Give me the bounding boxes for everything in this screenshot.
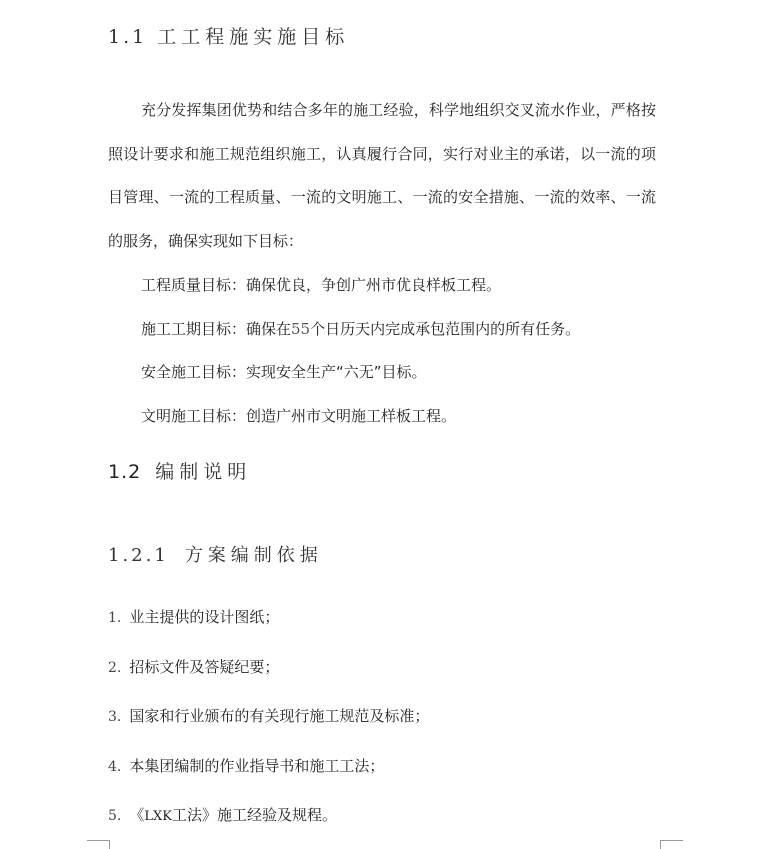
list-index: 5. <box>108 808 122 824</box>
list-text-rest: 工法》施工经验及规程。 <box>171 806 337 824</box>
list-index: 1. <box>108 610 122 626</box>
list-text-open: 《 <box>129 806 145 824</box>
section-number: 1.1 <box>108 26 148 48</box>
section-heading-1-2 <box>108 457 251 484</box>
list-index: 2. <box>108 660 122 676</box>
list-index: 3. <box>108 709 122 725</box>
list-text-code: LXK <box>144 809 172 824</box>
list-text: 国家和行业颁布的有关现行施工规范及标准； <box>129 707 430 725</box>
list-index: 4. <box>108 759 122 775</box>
section-number: 1.2 <box>108 461 142 483</box>
section-title: 方案编制依据 <box>184 545 323 566</box>
goal-schedule-days: 55 <box>291 320 311 338</box>
list-text: 招标文件及答疑纪要； <box>129 658 280 676</box>
goal-safety: 安全施工目标：实现安全生产“六无”目标。 <box>141 363 427 381</box>
list-item <box>108 656 279 677</box>
goal-schedule-suffix: 个日历天内完成承包范围内的所有任务。 <box>310 320 581 338</box>
goal-civilized: 文明施工目标：创造广州市文明施工样板工程。 <box>141 407 457 425</box>
goal-schedule <box>141 318 580 339</box>
goal-quality: 工程质量目标：确保优良，争创广州市优良样板工程。 <box>141 276 502 294</box>
list-item <box>108 705 429 726</box>
goal-schedule-prefix: 施工工期目标：确保在 <box>141 320 292 338</box>
intro-paragraph: 充分发挥集团优势和结合多年的施工经验，科学地组织交叉流水作业，严格按照设计要求和施工规范组织施工，认真履行合同，实行对业主的承诺，以一流的项目管理、一流的工程质量、一流的文明施工、一流的安全措施、一流的效率、一流的服务，确保实现如下目标： <box>108 101 656 250</box>
section-title: 工工程施实施目标 <box>157 26 350 48</box>
section-heading-1-1 <box>108 22 349 49</box>
list-text: 业主提供的设计图纸； <box>129 608 280 626</box>
list-item <box>108 804 337 825</box>
list-text: 本集团编制的作业指导书和施工工法； <box>129 757 385 775</box>
list-item <box>108 755 384 776</box>
section-title: 编制说明 <box>155 461 252 483</box>
section-heading-1-2-1 <box>108 541 323 567</box>
list-item <box>108 606 279 627</box>
section-number: 1.2.1 <box>108 545 169 566</box>
